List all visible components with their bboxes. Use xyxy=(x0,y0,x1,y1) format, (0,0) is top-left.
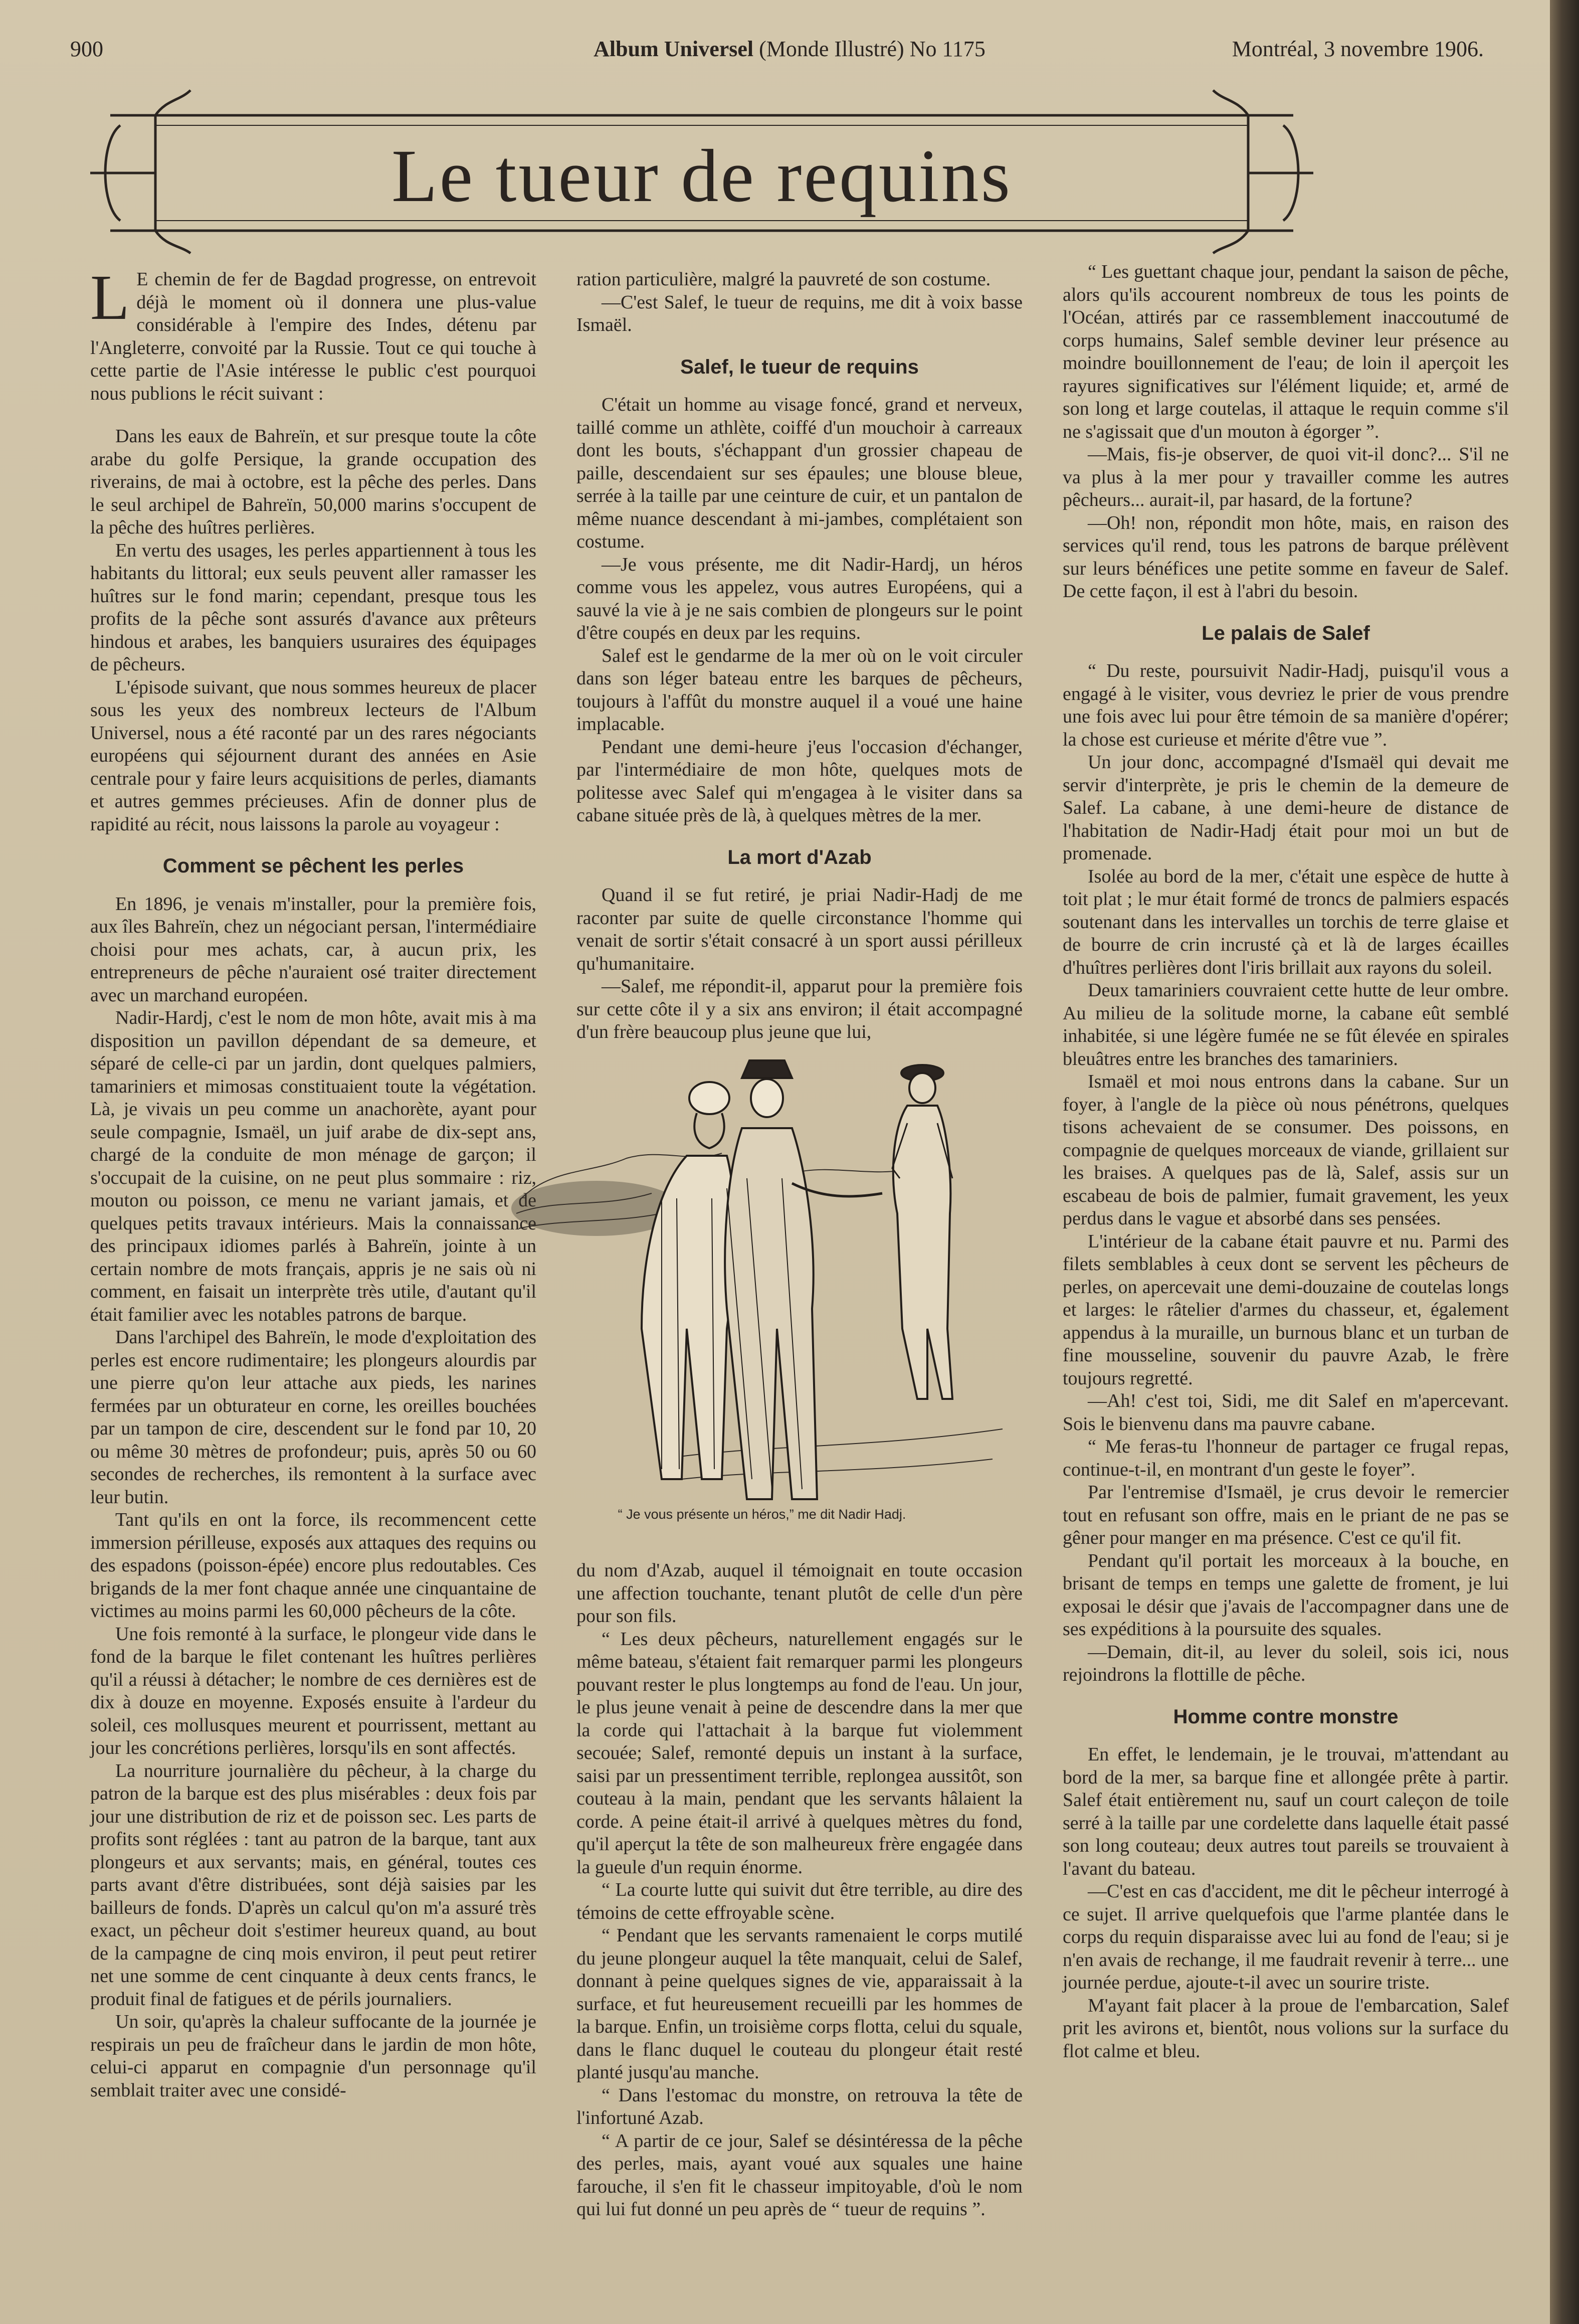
paragraph: “ Dans l'estomac du monstre, on retrouva la tête de l'infortuné Azab. xyxy=(576,2084,1023,2128)
paragraph: Isolée au bord de la mer, c'était une espèce de hutte à toit plat ; le mur était formé de troncs de palmiers espacés soutenant dans les intervalles un torchis de terre glaise et de bourre de crin incrusté çà et là de larges écailles d'huîtres perlières dont l'iris brillait aux rayons du soleil. xyxy=(1063,865,1509,978)
paragraph: Un jour donc, accompagné d'Ismaël qui devait me servir d'interprète, je pris le chemin de la demeure de Salef. La cabane, à une demi-heure de distance de l'habitation de Nadir-Hadj était pour moi un but de promenade. xyxy=(1063,752,1509,864)
section-heading: La mort d'Azab xyxy=(727,846,872,868)
paragraph: En effet, le lendemain, je le trouvai, m'attendant au bord de la mer, sa barque fine et allongée prête à partir. Salef était entièrement nu, sauf un court caleçon de toile serré à la taille par une cordelette dans laquelle était passé son long couteau; deux autres tout pareils se trouvaient à l'avant du bateau. xyxy=(1063,1744,1509,1879)
column-2-continued xyxy=(576,1559,1023,2221)
paragraph: Ismaël et moi nous entrons dans la cabane. Sur un foyer, à l'angle de la pièce où nous pénétrons, quelques tisons achevaient de se consumer. Des poissons, en compagnie de quelques morceaux de viande, grillaient sur les braises. A quelques pas de là, Salef, assis sur un escabeau de bois de palmier, fumait gravement, les yeux perdus dans le vague et absorbé dans ses pensées. xyxy=(1063,1071,1509,1229)
paragraph: —Salef, me répondit-il, apparut pour la première fois sur cette côte il y a six ans environ; il était accompagné d'un frère beaucoup plus jeune que lui, xyxy=(576,976,1023,1042)
paragraph: L'épisode suivant, que nous sommes heureux de placer sous les yeux des nombreux lecteurs de l'Album Universel, nous a été raconté par un des rares négociants européens qui séjournent durant des années en Asie centrale pour y faire leurs acquisitions de perles, diamants et autres gemmes précieuses. Afin de donner plus de rapidité au récit, nous laissons la parole au voyageur : xyxy=(90,676,536,835)
paragraph: ration particulière, malgré la pauvreté de son costume. xyxy=(576,269,991,290)
section-heading: Homme contre monstre xyxy=(1173,1705,1399,1728)
column-3 xyxy=(1063,261,1509,2063)
paragraph: —Demain, dit-il, au lever du soleil, sois ici, nous rejoindrons la flottille de pêche. xyxy=(1063,1641,1509,1685)
paragraph: “ Pendant que les servants ramenaient le corps mutilé du jeune plongeur auquel la tête manquait, celui de Salef, donnant à peine quelques signes de vie, apparaissait à la surface, et fut heureusement recueilli par les hommes de la barque. Enfin, un troisième corps flotta, celui du squale, dans le flanc duquel le couteau du plongeur était resté planté jusqu'au manche. xyxy=(576,1925,1023,2083)
paragraph: —C'est en cas d'accident, me dit le pêcheur interrogé à ce sujet. Il arrive quelquefois que l'arme plantée dans le corps du requin disparaisse avec lui au fond de l'eau; si je n'en avais de rechange, il me faudrait revenir à terre... une journée perdue, ajoute-t-il avec un sourire triste. xyxy=(1063,1881,1509,1993)
article-title: Le tueur de requins xyxy=(391,134,1013,218)
paragraph: En vertu des usages, les perles appartiennent à tous les habitants du littoral; eux seuls peuvent aller ramasser les huîtres sur le fond marin; cependant, presque tous les profits de la pêche sont assurés d'avance aux prêteurs hindous et arabes, les banquiers usuraires des équipages de pêcheurs. xyxy=(90,540,536,675)
paragraph: L'intérieur de la cabane était pauvre et nu. Parmi des filets semblables à ceux dont se servent les pêcheurs de perles, on apercevait une demi-douzaine de coutelas longs et larges: le râtelier d'armes du chasseur, et, également appendus à la muraille, un burnous blanc et un turban de fine mousseline, souvenir du pauvre Azab, le frère toujours regretté. xyxy=(1063,1230,1509,1389)
paragraph: Dans les eaux de Bahreïn, et sur presque toute la côte arabe du golfe Persique, la grande occupation des riverains, de mai à octobre, est la pêche des perles. Dans le seul archipel de Bahreïn, 50,000 marins s'occupent de la pêche des huîtres perlières. xyxy=(90,426,536,538)
paragraph: “ Me feras-tu l'honneur de partager ce frugal repas, continue-t-il, en montrant d'un geste le foyer”. xyxy=(1063,1436,1509,1480)
illustration-caption: “ Je vous présente un héros,” me dit Nadir Hadj. xyxy=(618,1507,906,1522)
engraving-illustration xyxy=(511,1048,1013,1514)
intro-paragraph xyxy=(90,262,536,405)
paragraph: Pendant une demi-heure j'eus l'occasion d'échanger, par l'intermédiaire de mon hôte, quelques mots de politesse avec Salef qui m'engagea à le visiter dans sa cabane située près de là, à quelques mètres de la mer. xyxy=(576,736,1023,826)
paragraph: Une fois remonté à la surface, le plongeur vide dans le fond de la barque le filet contenant les huîtres perlières qu'il a réussi à détacher; le nombre de ces dernières est de dix à douze en moyenne. Exposés ensuite à l'ardeur du soleil, ces mollusques meurent et pourrissent, mettant au jour les concrétions perlières, lorsqu'ils en sont affectés. xyxy=(90,1623,536,1758)
paragraph: Par l'entremise d'Ismaël, je crus devoir le remercier tout en refusant son offre, mais en le priant de ne pas se gêner pour manger en ma présence. C'est ce qu'il fit. xyxy=(1063,1482,1509,1548)
paragraph: M'ayant fait placer à la proue de l'embarcation, Salef prit les avirons et, bientôt, nous volions sur la surface du flot calme et bleu. xyxy=(1063,1995,1509,2062)
section-heading: Salef, le tueur de requins xyxy=(680,355,919,378)
paragraph: Nadir-Hardj, c'est le nom de mon hôte, avait mis à ma disposition un pavillon dépendant de sa demeure, et séparé de celle-ci par un jardin, dont quelques palmiers, tamariniers et mimosas constituaient toute la végétation. Là, je vivais un peu comme un anachorète, ayant pour seule compagnie, Ismaël, un juif arabe de dix-sept ans, chargé de la conduite de mon ménage de garçon; il s'occupait de la cuisine, on ne peut plus sommaire : riz, mouton ou poisson, ce menu ne variant jamais, et de quelques petits travaux intérieurs. Mais la connaissance des principaux idiomes parlés à Bahreïn, jointe à un certain nombre de mots français, appris je ne sais où ni comment, en faisait un interprète très utile, d'autant qu'il était familier avec les notables patrons de barque. xyxy=(90,1007,536,1325)
paragraph: “ A partir de ce jour, Salef se désintéressa de la pêche des perles, mais, ayant voué aux squales une haine farouche, il s'en fit le chasseur impitoyable, d'où le nom qui lui fut donné un peu après de “ tueur de requins ”. xyxy=(576,2130,1023,2220)
paragraph: Deux tamariniers couvraient cette hutte de leur ombre. Au milieu de la solitude morne, la cabane eût semblé inhabitée, si une légère fumée ne se fût élevée en spirales bleuâtres entre les branches des tamariniers. xyxy=(1063,980,1509,1069)
intro-text: E chemin de fer de Bagdad progresse, on entrevoit déjà le moment où il donnera une plus-value considérable à l'empire des Indes, détenu par l'Angleterre, convoité par la Russie. Tout ce qui touche à cette partie de l'Asie intéresse le public c'est pourquoi nous publions le récit suivant : xyxy=(90,269,536,404)
paragraph: —Oh! non, répondit mon hôte, mais, en raison des services qu'il rend, tous les patrons de barque prélèvent sur leurs bénéfices une petite somme en faveur de Salef. De cette façon, il est à l'abri du besoin. xyxy=(1063,512,1509,602)
section-heading: Comment se pêchent les perles xyxy=(162,855,464,877)
column-1 xyxy=(90,262,536,2102)
paragraph: “ Du reste, poursuivit Nadir-Hadj, puisqu'il vous a engagé à le visiter, vous devriez le prier de vous prendre une fois avec lui pour être témoin de sa manière d'opérer; la chose est curieuse et mérite d'être vue ”. xyxy=(1063,660,1509,750)
paragraph: “ Les deux pêcheurs, naturellement engagés sur le même bateau, s'étaient fait remarquer parmi les plongeurs pouvant rester le plus longtemps au fond de l'eau. Un jour, le plus jeune venait à peine de descendre dans la mer que la corde qui l'attachait à la barque fut violemment secouée; Salef, remonté depuis un instant à la surface, saisi par un pressentiment terrible, replongea aussitôt, son couteau à la main, pendant que les servants hâlaient la corde. A peine était-il arrivé à quelques mètres du fond, qu'il aperçut la tête de son malheureux frère engagée dans la gueule d'un requin énorme. xyxy=(576,1628,1023,1878)
paragraph: Pendant qu'il portait les morceaux à la bouche, en brisant de temps en temps une galette de froment, je lui exposai le désir que j'avais de l'accompagner dans une de ses expéditions à la poursuite des squales. xyxy=(1063,1550,1509,1640)
paragraph: Salef est le gendarme de la mer où on le voit circuler dans son léger bateau entre les barques de pêcheurs, toujours à l'affût du monstre auquel il a voué une haine implacable. xyxy=(576,645,1023,735)
paragraph: du nom d'Azab, auquel il témoignait en toute occasion une affection touchante, tenant plutôt de celle d'un père pour son fils. xyxy=(576,1560,1023,1627)
paragraph: “ Les guettant chaque jour, pendant la saison de pêche, alors qu'ils accourent nombreux de tous les points de l'Océan, attirés par ce rassemblement inaccoutumé de corps humains, Salef semble deviner leur présence au moindre bouillonnement de l'eau; de loin il aperçoit les rayures significatives sur l'élément liquide; et, armé de son long et large coutelas, il attaque le requin comme s'il ne s'agissait que d'un mouton à égorger ”. xyxy=(1063,261,1509,442)
issue-date: Montréal, 3 novembre 1906. xyxy=(1232,37,1484,61)
drop-cap: L xyxy=(90,262,130,333)
paragraph: Tant qu'ils en ont la force, ils recommencent cette immersion périlleuse, exposés aux attaques des requins ou des espadons (poisson-épée) encore plus redoutables. Ces brigands de la mer font chaque année une cinquantaine de victimes au moins parmi les 60,000 pêcheurs de la côte. xyxy=(90,1509,536,1622)
paragraph: C'était un homme au visage foncé, grand et nerveux, taillé comme un athlète, coiffé d'un mouchoir à carreaux dont les bouts, s'échappant d'un grossier chapeau de paille, descendaient sur ses épaules; une blouse bleue, serrée à la taille par une ceinture de cuir, et un pantalon de même nuance descendant à mi-jambes, complétaient son costume. xyxy=(576,394,1023,552)
paragraph: —Ah! c'est toi, Sidi, me dit Salef en m'apercevant. Sois le bienvenu dans ma pauvre cabane. xyxy=(1063,1390,1509,1435)
paragraph: —Mais, fis-je observer, de quoi vit-il donc?... S'il ne va plus à la mer pour y travailler comme les autres pêcheurs... aurait-il, par hasard, de la fortune? xyxy=(1063,444,1509,510)
paragraph: La nourriture journalière du pêcheur, à la charge du patron de la barque est des plus misérables : deux fois par jour une distribution de riz et de poisson sec. Les parts de profits sont réglées : tant au patron de la barque, tant aux plongeurs et aux servants; mais, en général, toutes ces parts avant d'être distribuées, sont déjà saisies par les bailleurs de fonds. D'après un calcul qu'on m'a assuré très exact, un pêcheur doit s'estimer heureux quand, au bout de la campagne de cinq mois environ, il peut peut retirer net une somme de cent cinquante à deux cents francs, le produit final de fatigues et de périls journaliers. xyxy=(90,1760,536,2010)
paragraph: Quand il se fut retiré, je priai Nadir-Hadj de me raconter par suite de quelle circonstance l'homme qui venait de sortir s'était consacré à un sport aussi périlleux qu'humanitaire. xyxy=(576,884,1023,974)
paragraph: En 1896, je venais m'installer, pour la première fois, aux îles Bahreïn, chez un négociant persan, l'intermédiaire choisi pour mes achats, car, à aucun prix, les entrepreneurs de pêche n'auraient osé traiter directement avec un marchand européen. xyxy=(90,893,536,1006)
publication-name: Album Universel xyxy=(594,37,754,61)
section-heading: Le palais de Salef xyxy=(1202,622,1370,644)
page-number: 900 xyxy=(70,37,103,61)
column-2 xyxy=(576,268,1023,1044)
paragraph: “ La courte lutte qui suivit dut être terrible, au dire des témoins de cette effroyable scène. xyxy=(576,1879,1023,1923)
publication-sub: (Monde Illustré) No 1175 xyxy=(759,37,985,61)
binding-spine xyxy=(1550,0,1579,2324)
paragraph: —Je vous présente, me dit Nadir-Hardj, un héros comme vous les appelez, vous autres Européens, qui a sauvé la vie à je ne sais combien de plongeurs sur le point d'être coupés en deux par les requins. xyxy=(576,554,1023,643)
paragraph: Dans l'archipel des Bahreïn, le mode d'exploitation des perles est encore rudimentaire; les plongeurs alourdis par une pierre qu'on leur attache aux pieds, les narines fermées par un obturateur en corne, les oreilles bouchées par un tampon de cire, descendent sur le fond par 10, 20 ou même 30 mètres de profondeur; puis, après 50 ou 60 secondes de recherches, ils remontent à la surface avec leur butin. xyxy=(90,1327,536,1508)
paragraph: —C'est Salef, le tueur de requins, me dit à voix basse Ismaël. xyxy=(576,291,1023,335)
paragraph: Un soir, qu'après la chaleur suffocante de la journée je respirais un peu de fraîcheur dans le jardin de mon hôte, celui-ci apparut en compagnie d'un personnage qu'il semblait traiter avec une considé- xyxy=(90,2011,536,2101)
